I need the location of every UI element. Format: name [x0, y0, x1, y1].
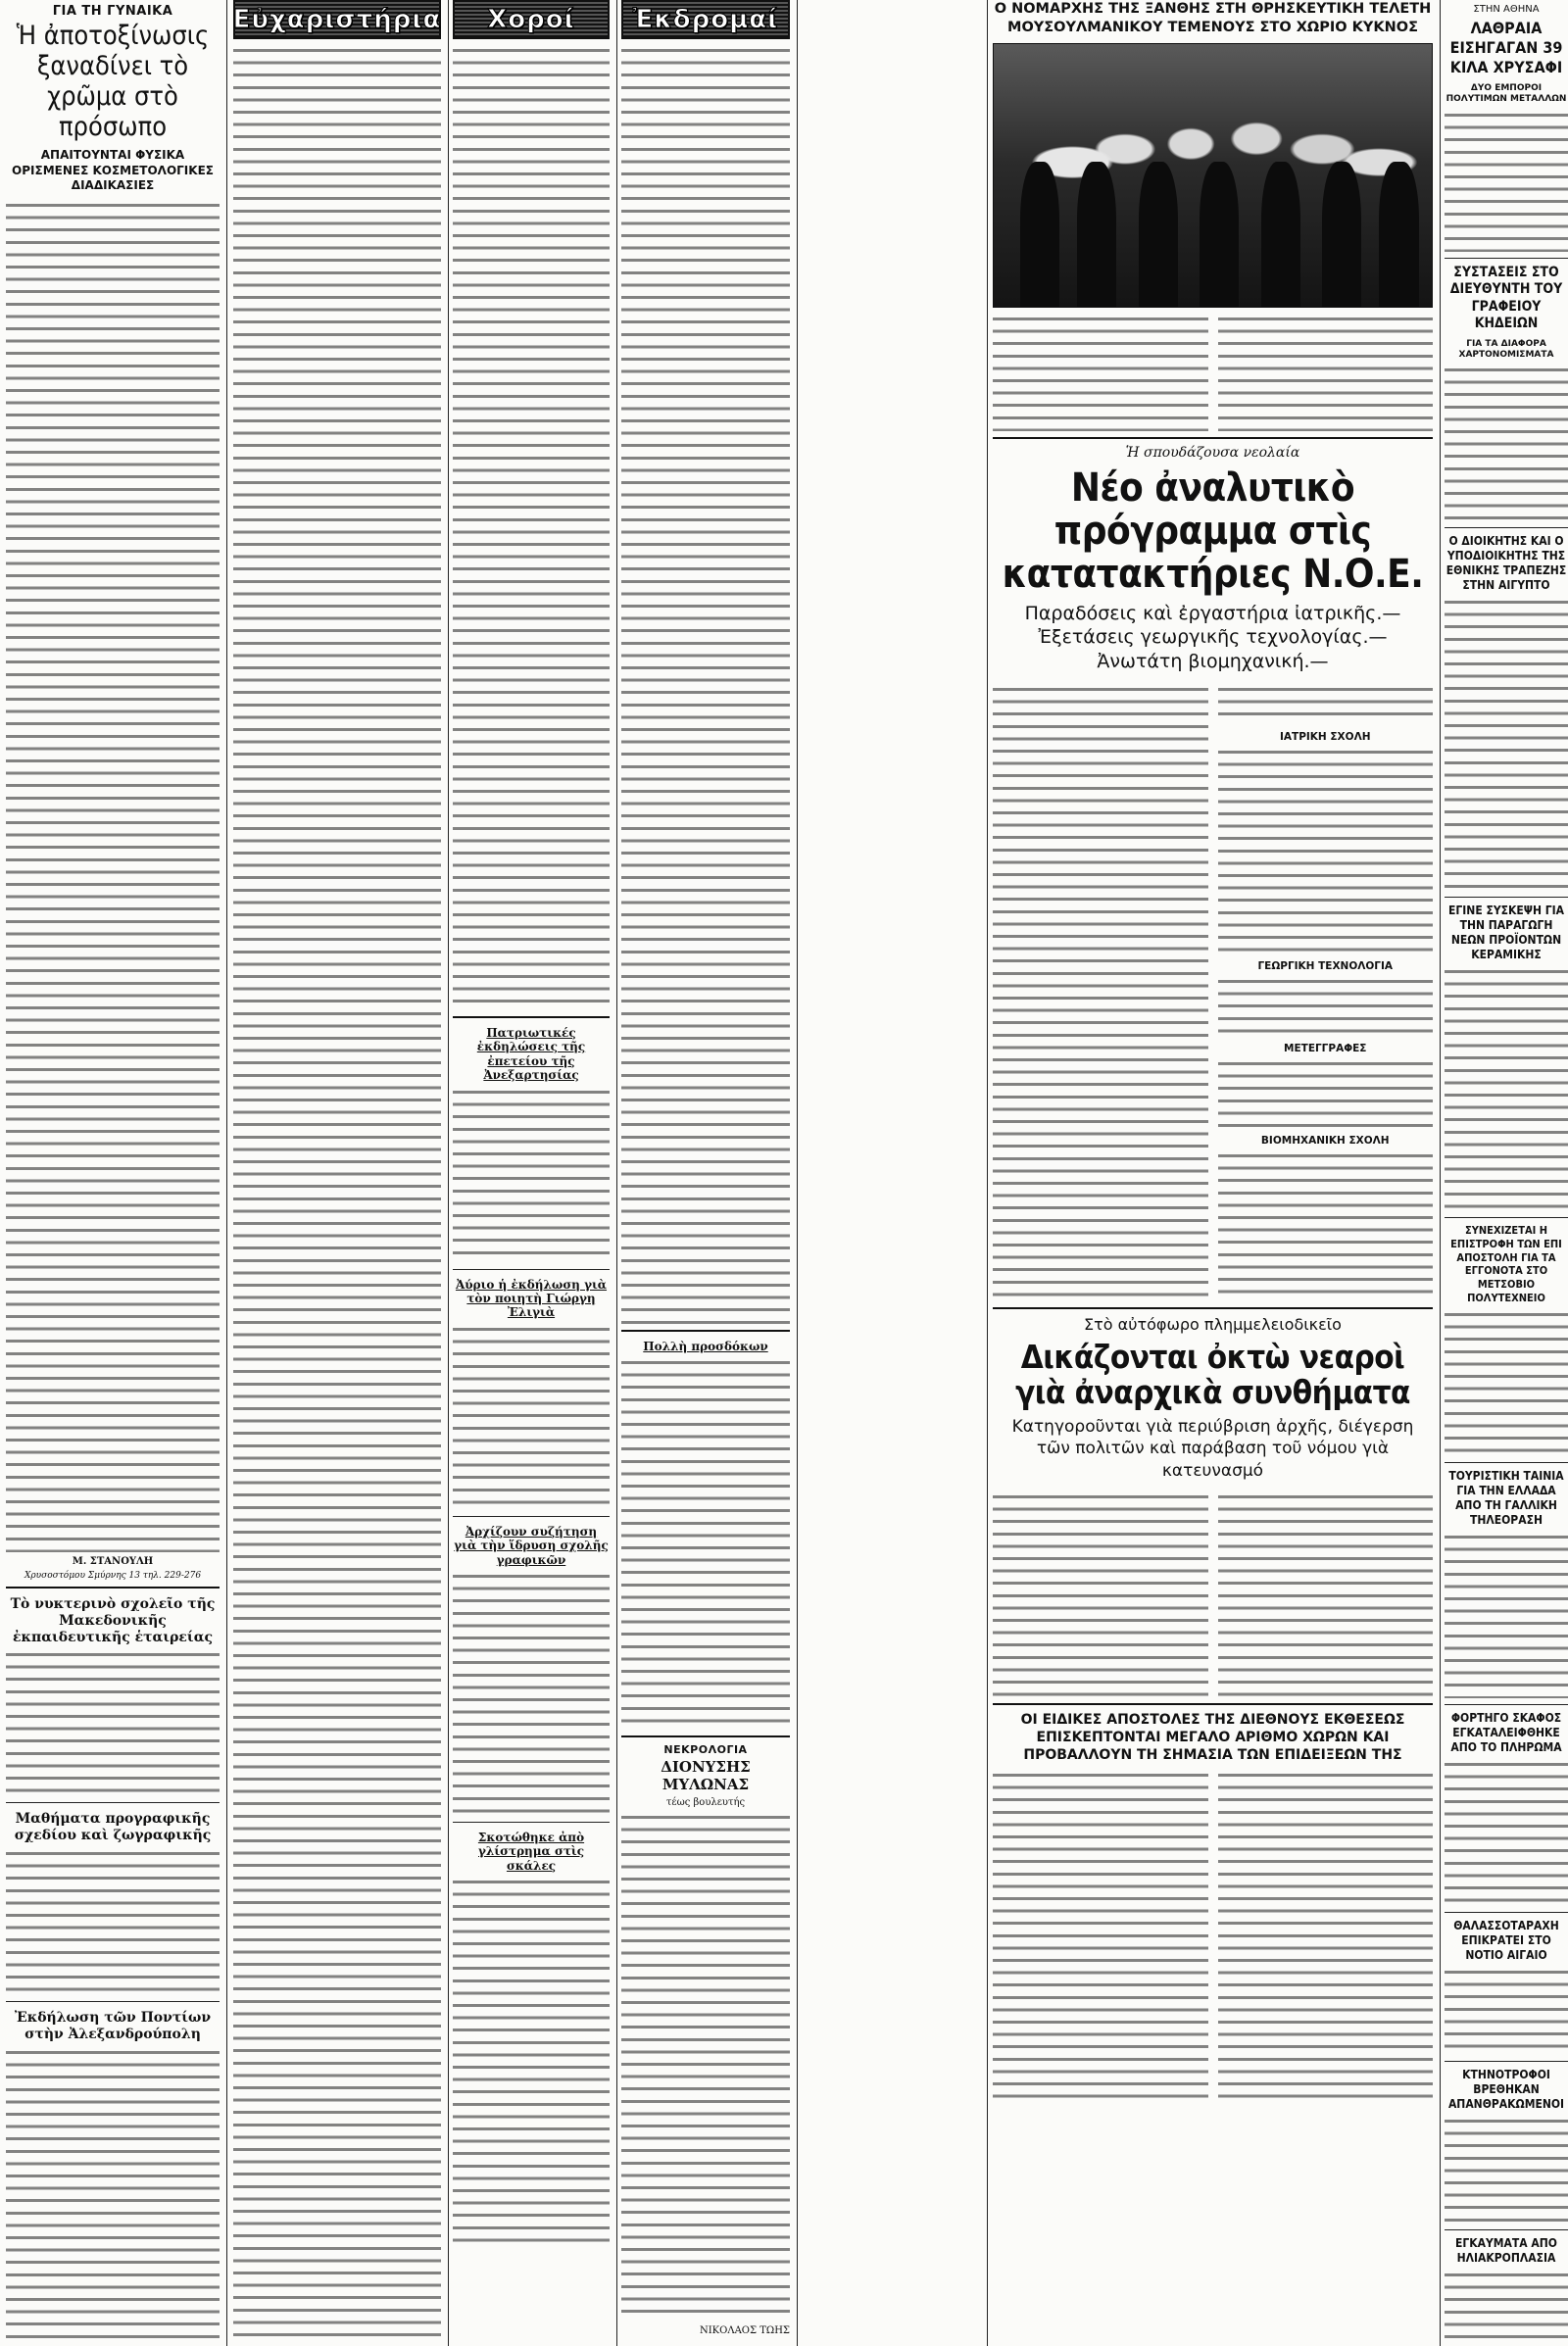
section-title: Πολλὴ προσδόκων: [643, 1340, 768, 1353]
brief-headline: ΤΟΥΡΙΣΤΙΚΗ ΤΑΙΝΙΑ ΓΙΑ ΤΗΝ ΕΛΛΑΔΑ ΑΠΟ ΤΗ ΓΑΛΛΙΚΗ ΤΗΛΕΟΡΑΣΗ: [1448, 1468, 1564, 1527]
article-body: [1445, 597, 1568, 891]
separator: [453, 1269, 610, 1270]
article-body: [621, 45, 790, 1324]
article-body: [1445, 1759, 1568, 1906]
column-rule: [616, 0, 617, 2346]
brief-headline: ΕΓΚΑΥΜΑΤΑ ΑΠΟ ΗΛΙΑΚΡΟΠΛΑΣΙΑ: [1455, 2235, 1557, 2265]
article-kicker: Ἡ σπουδάζουσα νεολαία: [1125, 444, 1300, 461]
photo-caption: [993, 314, 1433, 431]
separator: [6, 1587, 220, 1588]
obituary-name: ΔΙΟΝΥΣΗΣ ΜΥΛΩΝΑΣ: [661, 1758, 751, 1794]
separator: [453, 1822, 610, 1823]
section-title: Ἀρχίζουν συζήτηση γιὰ τὴν ἵδρυση σχολῆς γραφικῶν: [454, 1524, 609, 1567]
section-title: Τὸ νυκτερινὸ σχολεῖο τῆς Μακεδονικῆς ἐκπαιδευτικῆς ἑταιρείας: [10, 1595, 216, 1645]
column-excursions: [621, 0, 790, 2346]
article-body: [1218, 747, 1434, 953]
separator: [1445, 258, 1568, 259]
article-body: [1445, 2270, 1568, 2346]
separator: [1445, 1217, 1568, 1218]
section-banner: [233, 0, 441, 39]
article-body: [6, 2047, 220, 2346]
separator: [621, 1330, 790, 1332]
brief-headline: ΚΤΗΝΟΤΡΟΦΟΙ ΒΡΕΘΗΚΑΝ ΑΠΑΝΘΡΑΚΩΜΕΝΟΙ: [1447, 2067, 1565, 2111]
article-headline: Δικάζονται ὀκτὼ νεαροὶ γιὰ ἀναρχικὰ συνθήματα: [1015, 1337, 1410, 1412]
separator: [1445, 1704, 1568, 1705]
brief-headline: Ο ΔΙΟΙΚΗΤΗΣ ΚΑΙ Ο ΥΠΟΔΙΟΙΚΗΤΗΣ ΤΗΣ ΕΘΝΙΚΗΣ ΤΡΑΠΕΖΗΣ ΣΤΗΝ ΑΙΓΥΠΤΟ: [1446, 534, 1567, 592]
obituary-kicker: ΝΕΚΡΟΛΟΓΙΑ: [663, 1743, 748, 1757]
separator: [453, 1516, 610, 1517]
article-body: [233, 45, 441, 2338]
article-body: [6, 200, 220, 1552]
photo-figure: [1077, 162, 1116, 306]
section-title: Σκοτώθηκε ἀπὸ γλίστρημα στὶς σκάλες: [477, 1830, 585, 1873]
article-body: [1445, 2116, 1568, 2224]
column-women: [6, 0, 220, 2346]
article-column: [993, 684, 1208, 1301]
author-name: ΝΙΚΟΛΑΟΣ ΤΩΗΣ: [699, 2325, 790, 2337]
separator: [6, 1802, 220, 1803]
separator: [993, 1307, 1433, 1309]
brief-headline: ΘΑΛΑΣΣΟΤΑΡΑΧΗ ΕΠΙΚΡΑΤΕΙ ΣΤΟ ΝΟΤΙΟ ΑΙΓΑΙΟ: [1453, 1918, 1559, 1962]
article-body: [1218, 1491, 1434, 1697]
separator: [621, 1735, 790, 1737]
article-body: [1445, 966, 1568, 1211]
column-rule: [987, 0, 988, 2346]
section-banner: [621, 0, 790, 39]
news-photo: [993, 43, 1433, 308]
banner-label: Ἐκδρομαί: [632, 5, 779, 34]
obituary-subtitle: τέως βουλευτής: [665, 1797, 746, 1809]
article-headline: Ἡ ἀποτοξίνωσις ξαναδίνει τὸ χρῶμα στὸ πρόσωπο: [16, 21, 210, 143]
article-body: [6, 1848, 220, 1995]
banner-label: Εὐχαριστήρια: [233, 5, 441, 34]
separator: [1445, 897, 1568, 898]
article-body: [1218, 1770, 1434, 2103]
section-title: Μαθήματα προγραφικῆς σχεδίου καὶ ζωγραφικῆς: [14, 1811, 212, 1844]
article-deck: Παραδόσεις καὶ ἐργαστήρια ἰατρικῆς.— Ἐξετάσεις γεωργικῆς τεχνολογίας.— Ἀνωτάτη βιομηχανική.—: [1024, 602, 1401, 673]
article-body: [1218, 684, 1434, 723]
article-headline: Νέο ἀναλυτικὸ πρόγραμμα στὶς κατατακτήριες Ν.Ο.Ε.: [1002, 464, 1424, 597]
subhead: ΒΙΟΜΗΧΑΝΙΚΗ ΣΧΟΛΗ: [1260, 1134, 1390, 1147]
article-body: [453, 1324, 610, 1510]
photo-figure: [1139, 162, 1178, 306]
article-body: [1445, 110, 1568, 252]
separator: [1445, 1912, 1568, 1913]
article-headline: ΟΙ ΕΙΔΙΚΕΣ ΑΠΟΣΤΟΛΕΣ ΤΗΣ ΔΙΕΘΝΟΥΣ ΕΚΘΕΣΕΩΣ ΕΠΙΣΚΕΠΤΟΝΤΑΙ ΜΕΓΑΛΟ ΑΡΙΘΜΟ ΧΩΡΩΝ ΚΑΙ ΠΡΟΒΑΛΛΟΥΝ ΤΗ ΣΗΜΑΣΙΑ ΤΩΝ ΕΠΙΔΕΙΞΕΩΝ ΤΗΣ: [1020, 1711, 1405, 1763]
article-body: [1445, 1532, 1568, 1698]
section-title: Ἐκδήλωση τῶν Ποντίων στὴν Ἀλεξανδρούπολη: [14, 2009, 212, 2042]
separator: [453, 1016, 610, 1018]
article-body: [453, 45, 610, 1010]
author-name: Μ. ΣΤΑΝΟΥΛΗ: [72, 1555, 154, 1567]
photo-figure: [1020, 162, 1059, 306]
article-body: [993, 684, 1208, 1301]
section-kicker: ΓΙΑ ΤΗ ΓΥΝΑΙΚΑ: [52, 4, 173, 19]
brief-headline: ΣΥΣΤΑΣΕΙΣ ΣΤΟ ΔΙΕΥΘΥΝΤΗ ΤΟΥ ΓΡΑΦΕΙΟΥ ΚΗΔΕΙΩΝ: [1449, 264, 1563, 331]
article-body: [621, 1812, 790, 2322]
photo-figure: [1322, 162, 1361, 306]
column-rule: [226, 0, 227, 2346]
article-body-2col: [993, 1491, 1433, 1697]
article-body-2col: [993, 684, 1433, 1301]
brief-headline: ΕΓΙΝΕ ΣΥΣΚΕΨΗ ΓΙΑ ΤΗΝ ΠΑΡΑΓΩΓΗ ΝΕΩΝ ΠΡΟΪΟΝΤΩΝ ΚΕΡΑΜΙΚΗΣ: [1448, 904, 1564, 961]
photo-figure: [1200, 162, 1239, 306]
column-briefs: [1445, 0, 1568, 2346]
section-title: Ἀύριο ἡ ἐκδήλωση γιὰ τὸν ποιητὴ Γιώργη Ἐλιγιὰ: [455, 1277, 608, 1320]
author-address: Χρυσοστόμου Σμύρνης 13 τηλ. 229-276: [24, 1570, 202, 1581]
section-title: Πατριωτικές ἐκδηλώσεις τῆς ἐπετείου τῆς Ἀνεξαρτησίας: [476, 1026, 586, 1083]
subhead: ΜΕΤΕΓΓΡΑΦΕΣ: [1284, 1042, 1367, 1054]
separator: [993, 1703, 1433, 1705]
article-body: [1445, 1309, 1568, 1456]
article-deck: Κατηγοροῦνται γιὰ περιύβριση ἀρχῆς, διέγερση τῶν πολιτῶν καὶ παράβαση τοῦ νόμου γιὰ κατευνασμό: [1011, 1417, 1414, 1481]
brief-kicker: ΣΤΗΝ ΑΘΗΝΑ: [1473, 4, 1540, 15]
article-body-2col: [993, 1770, 1433, 2103]
separator: [1445, 527, 1568, 528]
article-body: [621, 1357, 790, 1730]
article-body: [1218, 1150, 1434, 1297]
section-banner: [453, 0, 610, 39]
article-body: [1445, 1967, 1568, 2055]
brief-subhead: ΓΙΑ ΤΑ ΔΙΑΦΟΡΑ ΧΑΡΤΟΝΟΜΙΣΜΑΤΑ: [1458, 338, 1554, 360]
banner-label: Χοροί: [487, 5, 575, 34]
brief-headline: ΣΥΝΕΧΙΖΕΤΑΙ Η ΕΠΙΣΤΡΟΦΗ ΤΩΝ ΕΠΙ ΑΠΟΣΤΟΛΗ ΓΙΑ ΤΑ ΕΓΓΟΝΟΤΑ ΣΤΟ ΜΕΤΣΟΒΙΟ ΠΟΛΥΤΕΧΝΕΙΟ: [1450, 1224, 1562, 1304]
subhead: ΙΑΤΡΙΚΗ ΣΧΟΛΗ: [1280, 730, 1371, 743]
caption-col: [1218, 314, 1434, 431]
column-rule: [1440, 0, 1441, 2346]
photo-figure: [1379, 162, 1418, 306]
column-news: [993, 0, 1433, 2346]
column-dances: [453, 0, 610, 2346]
article-column: [1218, 684, 1434, 1301]
article-body: [6, 1649, 220, 1796]
subhead: ΓΕΩΡΓΙΚΗ ΤΕΧΝΟΛΟΓΙΑ: [1257, 959, 1394, 972]
article-body: [993, 1491, 1208, 1697]
separator: [1445, 1462, 1568, 1463]
column-rule: [448, 0, 449, 2346]
separator: [1445, 2061, 1568, 2062]
brief-subhead: ΔΥΟ ΕΜΠΟΡΟΙ ΠΟΛΥΤΙΜΩΝ ΜΕΤΑΛΛΩΝ: [1446, 83, 1567, 105]
article-body: [1218, 976, 1434, 1035]
article-body: [1218, 1058, 1434, 1127]
separator: [6, 2001, 220, 2002]
article-subhead: ΑΠΑΙΤΟΥΝΤΑΙ ΦΥΣΙΚΑ ΟΡΙΣΜΕΝΕΣ ΚΟΣΜΕΤΟΛΟΓΙΚΕΣ ΔΙΑΔΙΚΑΣΙΕΣ: [12, 148, 214, 193]
article-body: [453, 1087, 610, 1263]
brief-headline: ΦΟΡΤΗΓΟ ΣΚΑΦΟΣ ΕΓΚΑΤΑΛΕΙΦΘΗΚΕ ΑΠΟ ΤΟ ΠΛΗΡΩΜΑ: [1450, 1710, 1562, 1754]
article-body: [993, 1770, 1208, 2103]
article-body: [453, 1571, 610, 1816]
separator: [993, 437, 1433, 439]
separator: [1445, 2229, 1568, 2230]
column-thanks: [233, 0, 441, 2346]
photo-figure: [1261, 162, 1300, 306]
caption-col: [993, 314, 1208, 431]
article-body: [1445, 365, 1568, 521]
brief-headline: ΛΑΘΡΑΙΑ ΕΙΣΗΓΑΓΑΝ 39 ΚΙΛΑ ΧΡΥΣΑΦΙ: [1449, 19, 1563, 76]
article-kicker: Στὸ αὐτόφωρο πλημμελειοδικεῖο: [1084, 1314, 1342, 1334]
photo-headline: Ο ΝΟΜΑΡΧΗΣ ΤΗΣ ΞΑΝΘΗΣ ΣΤΗ ΘΡΗΣΚΕΥΤΙΚΗ ΤΕΛΕΤΗ ΜΟΥΣΟΥΛΜΑΝΙΚΟΥ ΤΕΜΕΝΟΥΣ ΣΤΟ ΧΩΡΙΟ ΚΥΚΝΟΣ: [994, 1, 1432, 35]
column-rule: [797, 0, 798, 2346]
article-body: [453, 1877, 610, 2249]
